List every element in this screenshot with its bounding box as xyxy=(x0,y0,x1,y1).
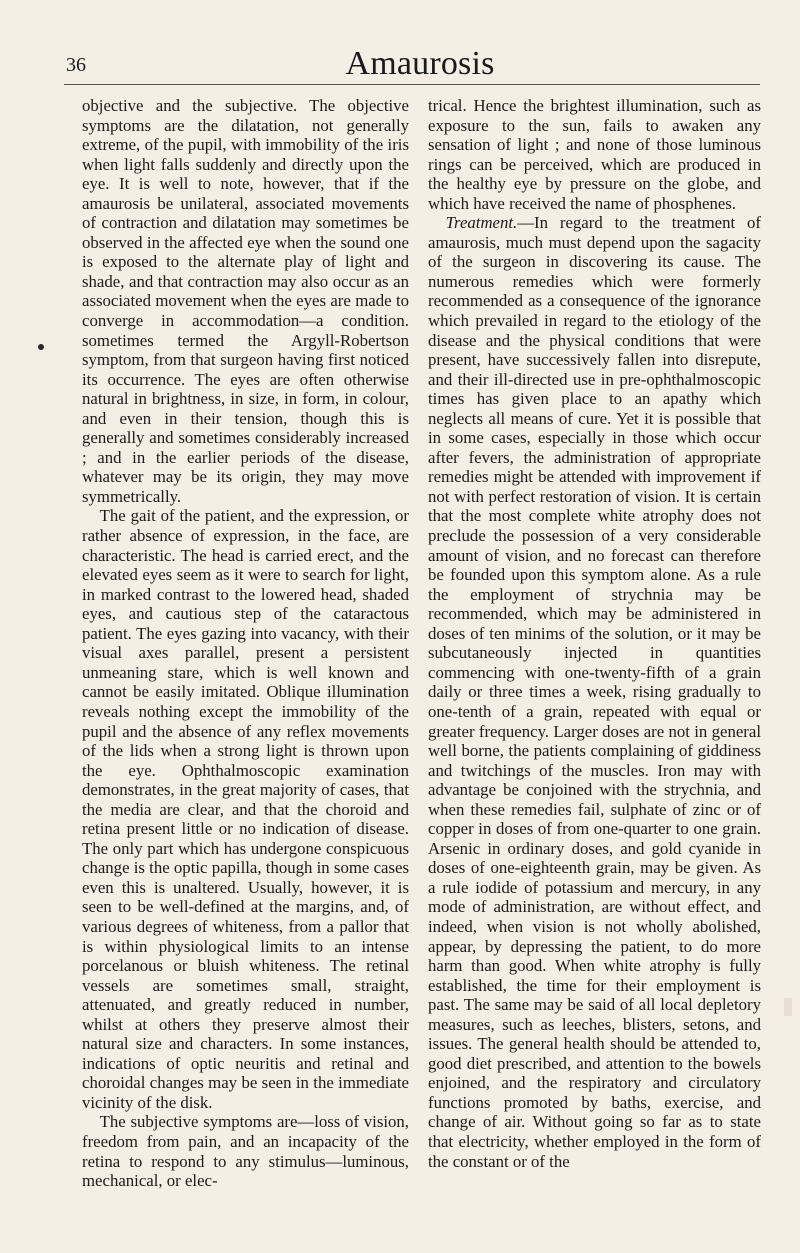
treatment-paragraph xyxy=(428,213,761,1171)
paragraph: The subjective symptoms are—loss of vision, freedom from pain, and an incapacity of the retina to respond to any stimulus—luminous, mechanical, or elec- xyxy=(82,1112,409,1191)
column-gutter xyxy=(417,96,418,1226)
running-title: Amaurosis xyxy=(345,45,495,82)
paragraph: objective and the subjective. The objective symptoms are the dilatation, not generally extreme, of the pupil, with immobility of the iris when light falls suddenly and directly upon the eye. It is well to note, however, that if the amaurosis be unilateral, associated movements of contraction and dilatation may sometimes be observed in the affected eye when the sound one is exposed to the alternate play of light and shade, and that contraction may also occur as an associated movement when the eyes are made to converge in accommodation—a condition. sometimes termed the Argyll-Robertson symptom, from that surgeon having first noticed its occurrence. The eyes are often otherwise natural in brightness, in size, in form, in colour, and even in their tension, though this is generally and sometimes considerably increased ; and in the earlier periods of the disease, whatever may be its origin, they may move symmetrically. xyxy=(82,96,409,506)
paragraph: trical. Hence the brightest illumination, such as exposure to the sun, fails to awaken any sensation of light ; and none of those luminous rings can be perceived, which are produced in the healthy eye by pressure on the globe, and which have received the name of phosphenes. xyxy=(428,96,761,213)
header-rule xyxy=(64,84,760,85)
margin-dot xyxy=(38,344,44,350)
left-column xyxy=(82,96,409,1191)
paragraph: The gait of the patient, and the expression, or rather absence of expression, in the face, are characteristic. The head is carried erect, and the elevated eyes seem as it were to search for light, in marked contrast to the lowered head, shaded eyes, and cautious step of the cataractous patient. The eyes gazing into vacancy, with their visual axes parallel, present a persistent unmeaning stare, which is well known and cannot be easily imitated. Oblique illumination reveals nothing except the immobility of the pupil and the absence of any reflex movements of the lids when a strong light is thrown upon the eye. Ophthalmoscopic examination demonstrates, in the great majority of cases, that the media are clear, and that the choroid and retina present little or no indication of disease. The only part which has undergone conspicuous change is the optic papilla, though in some cases even this is unaltered. Usually, however, it is seen to be well-defined at the margins, and, of various degrees of whiteness, from a pallor that is within physiological limits to an intense porcelanous or bluish whiteness. The retinal vessels are sometimes small, straight, attenuated, and greatly reduced in number, whilst at others they preserve almost their natural size and characters. In some instances, indications of optic neuritis and retinal and choroidal changes may be seen in the immediate vicinity of the disk. xyxy=(82,506,409,1112)
treatment-heading: Treatment. xyxy=(445,213,518,233)
edge-mark xyxy=(784,998,792,1016)
page-number: 36 xyxy=(66,54,86,76)
right-column xyxy=(428,96,761,1171)
treatment-text: —In regard to the treatment of amaurosis, much must depend upon the sagacity of the surgeon in discovering its cause. The numerous remedies which were formerly recommended as a consequence of the ignorance which prevailed in regard to the etiology of the disease and the physical conditions that were present, have successively fallen into disrepute, and their ill-directed use in pre-ophthalmoscopic times has given place to an apathy which neglects all means of cure. Yet it is possible that in some cases, especially in those which occur after fevers, the administration of appropriate remedies might be attended with improvement if not with perfect restoration of vision. It is certain that the most complete white atrophy does not preclude the possession of a very considerable amount of vision, and no forecast can therefore be founded upon this symptom alone. As a rule the employment of strychnia may be recommended, which may be administered in doses of ten minims of the solution, or it may be subcutaneously injected in quantities commencing with one-twenty-fifth of a grain daily or three times a week, rising gradually to one-tenth of a grain, repeated with equal or greater frequency. Larger doses are not in general well borne, the patients complaining of giddiness and twitchings of the muscles. Iron may with advantage be conjoined with the strychnia, and when these remedies fail, sulphate of zinc or of copper in doses of from one-quarter to one grain. Arsenic in ordinary doses, and gold cyanide in doses of one-eighteenth grain, may be given. As a rule iodide of potassium and mercury, in any mode of administration, are without effect, and indeed, when vision is not wholly abolished, appear, by depressing the patient, to do more harm than good. When white atrophy is fully established, the time for their employment is past. The same may be said of all local depletory measures, such as leeches, blisters, setons, and issues. The general health should be attended to, good diet prescribed, and attention to the bowels enjoined, and the respiratory and circulatory functions promoted by baths, exercise, and change of air. Without going so far as to state that electricity, whether employed in the form of the constant or of the xyxy=(428,213,761,1171)
page-header xyxy=(60,18,780,82)
